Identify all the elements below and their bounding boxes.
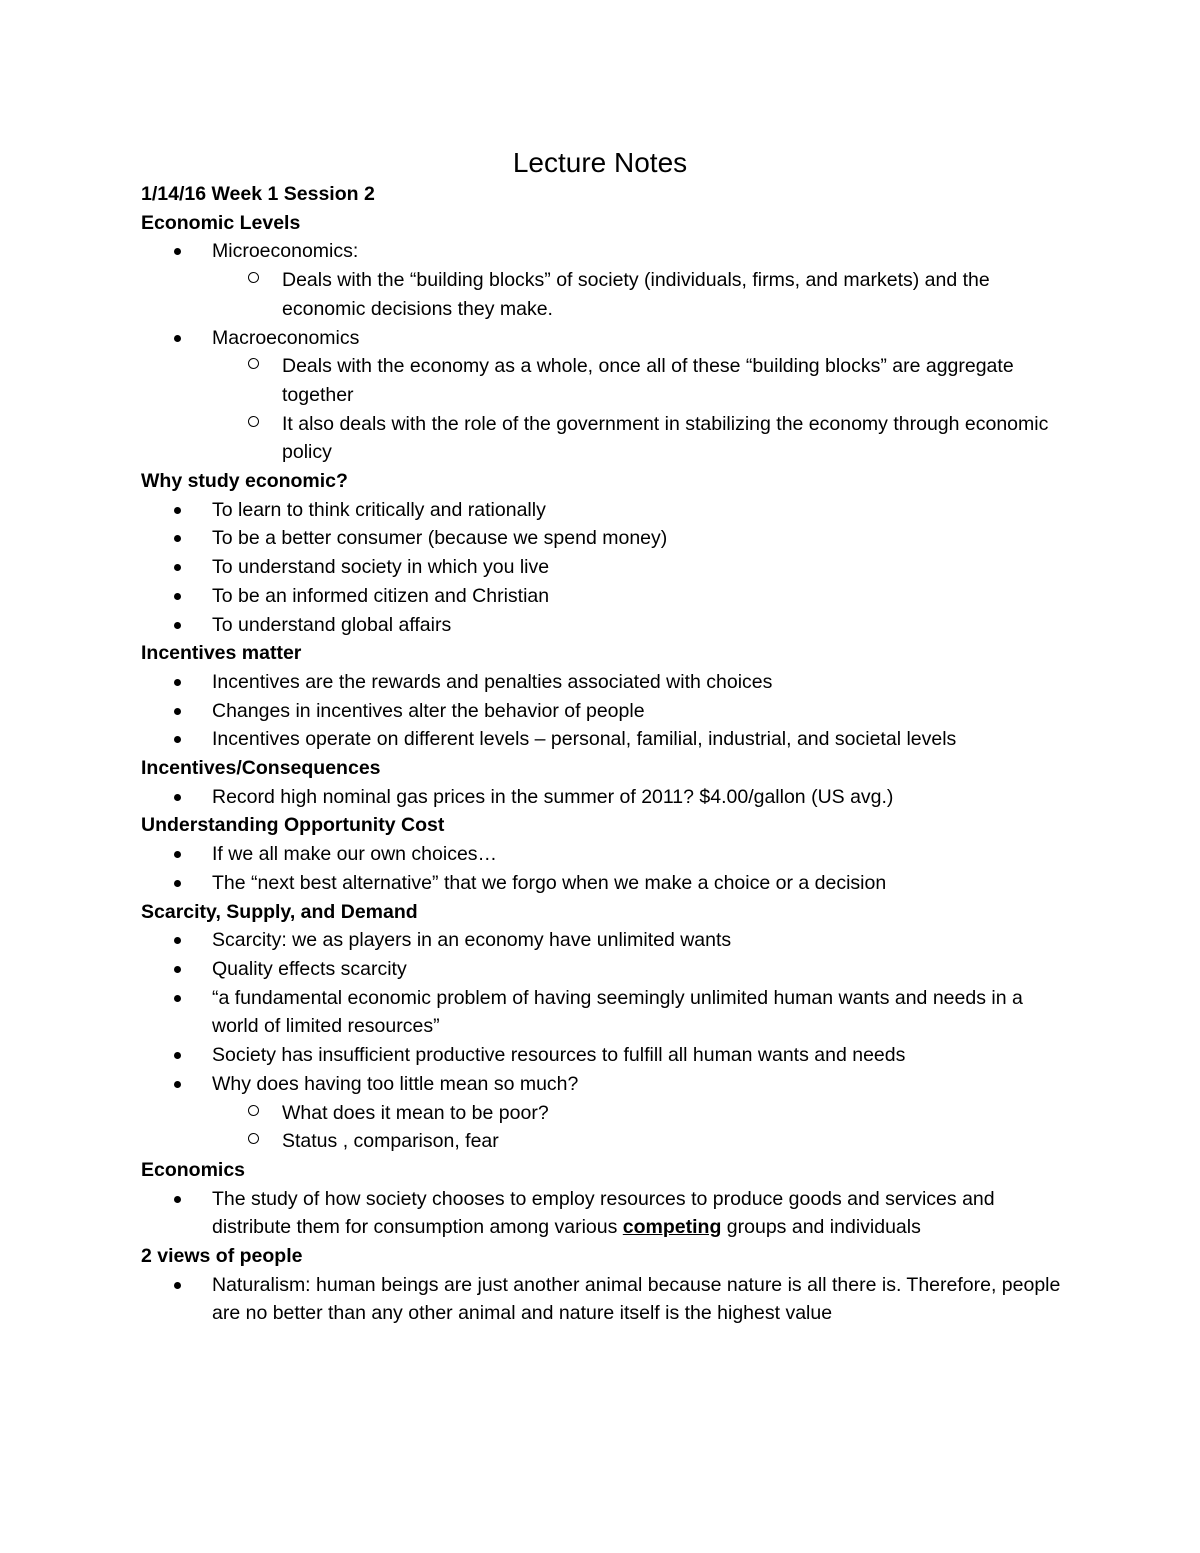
bullet-icon xyxy=(174,937,181,944)
list-item-text: Scarcity: we as players in an economy have unlimited wants xyxy=(212,929,732,952)
list-item-text: If we all make our own choices… xyxy=(212,843,498,866)
notes-body xyxy=(141,180,1061,1328)
list-item xyxy=(141,1271,1061,1328)
underlined-term: competing xyxy=(622,1216,722,1239)
sub-list xyxy=(141,1099,1061,1156)
list-item xyxy=(141,840,1061,869)
session-date: 1/14/16 Week 1 Session 2 xyxy=(141,183,375,205)
list-item-text: Society has insufficient productive resources to fulfill all human wants and needs xyxy=(212,1044,906,1067)
opportunity-cost-list xyxy=(141,840,1061,897)
list-item xyxy=(141,553,1061,582)
bullet-icon xyxy=(174,1081,181,1088)
economics-list xyxy=(141,1185,1061,1242)
bullet-icon xyxy=(174,564,181,571)
list-item-text: Macroeconomics xyxy=(212,326,360,349)
bullet-icon xyxy=(174,1052,181,1059)
list-item-text: Quality effects scarcity xyxy=(212,957,407,980)
list-item-text: “a fundamental economic problem of having seemingly unlimited human wants and needs in a world of limited resources” xyxy=(212,986,1023,1038)
sub-list-item xyxy=(141,1127,1061,1156)
consequences-list xyxy=(141,783,1061,812)
list-item-text: The study of how society chooses to employ resources to produce goods and services and distribute them for consumption among various xyxy=(212,1187,995,1239)
section-heading-incentives-consequences: Incentives/Consequences xyxy=(141,757,381,780)
list-item xyxy=(141,697,1061,726)
section-heading-why-study: Why study economic? xyxy=(141,470,348,493)
list-item-text: To understand society in which you live xyxy=(212,556,550,579)
list-item-text: Naturalism: human beings are just another animal because nature is all there is. Therefore, people are no better than any other animal and nature itself is the highest value xyxy=(212,1273,1061,1325)
list-item-text: Incentives operate on different levels – personal, familial, industrial, and societal levels xyxy=(212,728,957,751)
section-heading-economic-levels: Economic Levels xyxy=(141,211,301,234)
list-item xyxy=(141,955,1061,984)
list-item-text: groups and individuals xyxy=(721,1216,921,1239)
list-item xyxy=(141,1185,1061,1242)
list-item xyxy=(141,984,1061,1041)
bullet-icon xyxy=(174,736,181,743)
list-item xyxy=(141,582,1061,611)
circle-bullet-icon xyxy=(248,358,259,369)
page-title: Lecture Notes xyxy=(512,147,688,178)
list-item xyxy=(141,926,1061,955)
bullet-icon xyxy=(174,535,181,542)
sub-list-item-text: Deals with the economy as a whole, once all of these “building blocks” are aggregate together xyxy=(282,355,1014,406)
sub-list-item-text: Deals with the “building blocks” of society (individuals, firms, and markets) and the economic decisions they make. xyxy=(282,269,990,320)
bullet-icon xyxy=(174,335,181,342)
list-item-text: To be an informed citizen and Christian xyxy=(212,584,550,607)
list-item-text: To be a better consumer (because we spend money) xyxy=(212,527,668,550)
sub-list-item-text: Status , comparison, fear xyxy=(282,1130,499,1153)
bullet-icon xyxy=(174,248,181,255)
sub-list-item-text: What does it mean to be poor? xyxy=(282,1101,549,1124)
list-item-text: The “next best alternative” that we forgo when we make a choice or a decision xyxy=(212,871,887,894)
list-item xyxy=(141,611,1061,640)
list-item xyxy=(141,324,1061,468)
sub-list-item xyxy=(141,266,1061,323)
list-item xyxy=(141,725,1061,754)
sub-list-item-text: It also deals with the role of the government in stabilizing the economy through economic policy xyxy=(282,412,1049,464)
economic-levels-list xyxy=(141,237,1061,467)
circle-bullet-icon xyxy=(248,416,259,427)
list-item-text: Record high nominal gas prices in the summer of 2011? $4.00/gallon (US avg.) xyxy=(212,785,894,808)
circle-bullet-icon xyxy=(248,1105,259,1116)
list-item-text: Incentives are the rewards and penalties associated with choices xyxy=(212,670,773,693)
section-heading-scarcity: Scarcity, Supply, and Demand xyxy=(141,900,418,923)
bullet-icon xyxy=(174,708,181,715)
section-heading-opportunity-cost: Understanding Opportunity Cost xyxy=(141,814,445,837)
sub-list-item xyxy=(141,1099,1061,1128)
bullet-icon xyxy=(174,995,181,1002)
sub-list-item xyxy=(141,352,1061,409)
why-study-list xyxy=(141,496,1061,640)
list-item xyxy=(141,668,1061,697)
section-heading-views: 2 views of people xyxy=(141,1245,303,1268)
section-heading-economics: Economics xyxy=(141,1158,246,1181)
list-item xyxy=(141,869,1061,898)
list-item-text: Changes in incentives alter the behavior of people xyxy=(212,699,645,722)
incentives-list xyxy=(141,668,1061,754)
sub-list xyxy=(141,266,1061,323)
bullet-icon xyxy=(174,880,181,887)
bullet-icon xyxy=(174,966,181,973)
section-heading-incentives-matter: Incentives matter xyxy=(141,642,302,665)
scarcity-list xyxy=(141,926,1061,1156)
list-item xyxy=(141,496,1061,525)
bullet-icon xyxy=(174,622,181,629)
bullet-icon xyxy=(174,593,181,600)
list-item xyxy=(141,783,1061,812)
bullet-icon xyxy=(174,851,181,858)
list-item xyxy=(141,237,1061,323)
bullet-icon xyxy=(174,679,181,686)
list-item xyxy=(141,1070,1061,1156)
bullet-icon xyxy=(174,1282,181,1289)
bullet-icon xyxy=(174,794,181,801)
list-item-text: To understand global affairs xyxy=(212,613,452,636)
bullet-icon xyxy=(174,1196,181,1203)
sub-list-item xyxy=(141,410,1061,467)
list-item xyxy=(141,524,1061,553)
sub-list xyxy=(141,352,1061,467)
views-list xyxy=(141,1271,1061,1328)
list-item-text: To learn to think critically and rationally xyxy=(212,498,546,521)
circle-bullet-icon xyxy=(248,272,259,283)
circle-bullet-icon xyxy=(248,1133,259,1144)
bullet-icon xyxy=(174,507,181,514)
list-item-text: Microeconomics: xyxy=(212,240,359,263)
list-item xyxy=(141,1041,1061,1070)
list-item-text: Why does having too little mean so much? xyxy=(212,1072,579,1095)
